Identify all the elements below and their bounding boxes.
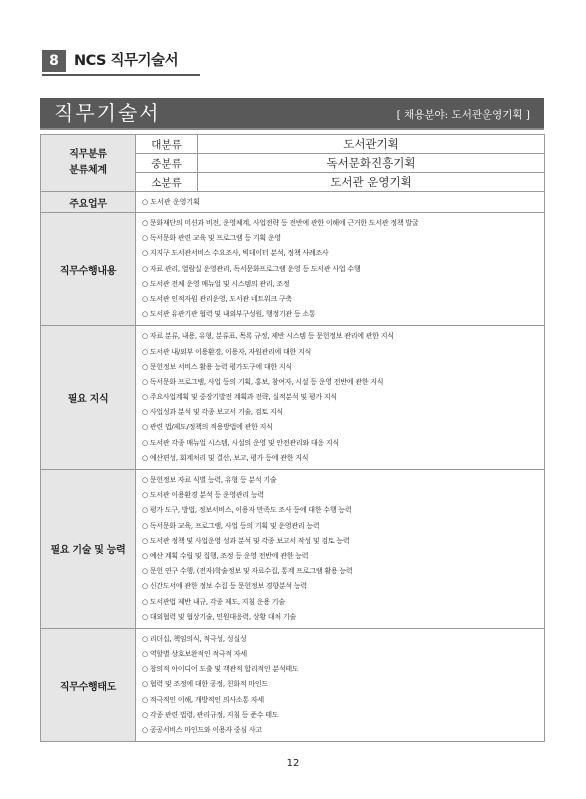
section-title: NCS 직무기술서 xyxy=(74,53,179,69)
list-item: ○ 독서문화 교육, 프로그램, 사업 등의 기획 및 운영관리 능력 xyxy=(142,521,320,530)
knowledge-list xyxy=(136,326,544,469)
list-item: ○ 도서관 정책 및 사업운영 성과 분석 및 각종 보고서 작성 및 검토 능력 xyxy=(142,536,350,545)
list-item: ○ 사업성과 분석 및 각종 보고서 기술, 검토 지식 xyxy=(142,408,283,417)
document-title: 직무기술서 xyxy=(54,101,161,125)
list-item: ○ 신간도서에 관한 정보 수집 등 문헌정보 경향분석 능력 xyxy=(142,582,307,591)
attitude-label: 직무수행태도 xyxy=(41,628,136,741)
knowledge-row xyxy=(41,326,545,470)
page-number: 12 xyxy=(286,758,300,769)
list-item: ○ 관련 법/제도/정책의 적용방법에 관한 지식 xyxy=(142,423,273,432)
list-item: ○ 독서문화 프로그램, 사업 등의 기획, 홍보, 참여자, 시설 등 운영 전반에 관한 지식 xyxy=(142,377,384,386)
skills-list xyxy=(136,470,544,628)
list-item: ○ 문화재단의 미션과 비전, 운영체계, 사업전략 등 전반에 관한 이해에 근거한 도서관 정책 발굴 xyxy=(142,219,419,227)
attitude-row xyxy=(41,628,545,741)
duties-list xyxy=(136,213,544,325)
list-item: ○ 문헌 연구 수행, (전자)학술정보 및 자료수집, 통계 프로그램 활용 능력 xyxy=(142,567,353,576)
job-description-table xyxy=(40,134,545,742)
list-item: ○ 창의적 아이디어 도출 및 객관적 합리적인 분석태도 xyxy=(142,665,299,674)
list-item: ○ 도서관 전체 운영 매뉴얼 및 시스템의 관리, 조정 xyxy=(142,279,290,288)
section-number: 8 xyxy=(42,50,66,72)
list-item: ○ 도서관 이용환경 분석 등 운영관리 능력 xyxy=(142,491,264,500)
list-item: ○ 각종 관련 법령, 관리규정, 지침 등 준수 태도 xyxy=(142,710,279,719)
list-item: ○ 도서관 각종 매뉴얼 시스템, 시설의 운영 및 안전관리와 대응 지식 xyxy=(142,438,339,447)
list-item: ○ 역할별 상호보완적인 적극적 자세 xyxy=(142,650,247,659)
skills-label: 필요 기술 및 능력 xyxy=(41,470,136,629)
duties-row xyxy=(41,213,545,326)
skills-row xyxy=(41,470,545,629)
attitude-list xyxy=(136,629,544,741)
list-item: ○ 문헌정보 자료 식별 능력, 유형 등 분석 기술 xyxy=(142,476,277,484)
attitude-cell xyxy=(136,628,545,741)
list-item: ○ 독서문화 관련 교육 및 프로그램 등 기획 운영 xyxy=(142,234,281,243)
classification-value: 도서관 운영기획 xyxy=(198,173,545,192)
skills-cell xyxy=(136,470,545,629)
classification-row-major xyxy=(41,135,545,154)
recruitment-field: [ 채용분야: 도서관운영기획 ] xyxy=(396,109,530,121)
list-item: ○ 대외협력 및 협상기술, 민원대응력, 상황 대처 기술 xyxy=(142,612,296,621)
list-item: ○ 문헌정보 서비스 활용 능력 평가도구에 대한 지식 xyxy=(142,362,292,371)
classification-level: 대분류 xyxy=(136,135,198,154)
duties-label: 직무수행내용 xyxy=(41,213,136,326)
list-item: ○ 자료 분류, 내용, 유형, 분류표, 목록 규정, 제반 시스템 등 문헌정보 관리에 관한 지식 xyxy=(142,332,394,341)
main-duty-label: 주요업무 xyxy=(41,192,136,213)
list-item: ○ 도서관 내/외부 이용환경, 이용자, 자원관리에 대한 지식 xyxy=(142,347,312,356)
list-item: ○ 자료 관리, 열람실 운영관리, 독서문화프로그램 운영 등 도서관 사업 수행 xyxy=(142,264,361,273)
classification-level: 소분류 xyxy=(136,173,198,192)
classification-value: 독서문화진흥기획 xyxy=(198,154,545,173)
section-header xyxy=(42,50,200,76)
list-item: ○ 도서관법 제반 내규, 각종 제도, 지침 운용 기술 xyxy=(142,597,285,606)
list-item: ○ 지지구 도서관서비스 수요조사, 빅데이터 분석, 정책 사례조사 xyxy=(142,249,329,258)
document-banner xyxy=(40,98,544,128)
main-duty-row xyxy=(41,192,545,213)
classification-value: 도서관기획 xyxy=(198,135,545,154)
list-item: ○ 리더십, 책임의식, 적극성, 성실성 xyxy=(142,634,247,643)
list-item: ○ 도서관 유관기관 협력 및 내외부구성원, 행정기관 등 소통 xyxy=(142,310,316,319)
duties-cell xyxy=(136,213,545,326)
list-item: ○ 예산 계획 수립 및 집행, 조정 등 운영 전반에 관한 능력 xyxy=(142,551,309,560)
list-item: ○ 도서관 인적자원 관리운영, 도서관 네트워크 구축 xyxy=(142,294,292,303)
classification-label: 직무분류 분류체계 xyxy=(41,135,136,192)
knowledge-label: 필요 지식 xyxy=(41,326,136,470)
knowledge-cell xyxy=(136,326,545,470)
list-item: ○ 예산편성, 회계처리 및 결산, 보고, 평가 등에 관한 지식 xyxy=(142,453,309,462)
main-duty-text: ○ 도서관 운영기획 xyxy=(142,198,200,206)
list-item: ○ 협력 및 조정에 대한 공정, 친화적 마인드 xyxy=(142,680,268,689)
list-item: ○ 적극적인 이해, 개방적인 의사소통 자세 xyxy=(142,695,264,704)
list-item: ○ 평가 도구, 방법, 정보서비스, 이용자 만족도 조사 등에 대한 수행 능력 xyxy=(142,506,352,515)
classification-level: 중분류 xyxy=(136,154,198,173)
list-item: ○ 주요사업계획 및 중장기발전 계획과 전략, 실적분석 및 평가 지식 xyxy=(142,393,337,402)
banner-divider xyxy=(40,128,544,130)
main-duty-cell xyxy=(136,192,545,213)
list-item: ○ 공공서비스 마인드와 이용자 중심 사고 xyxy=(142,726,262,734)
